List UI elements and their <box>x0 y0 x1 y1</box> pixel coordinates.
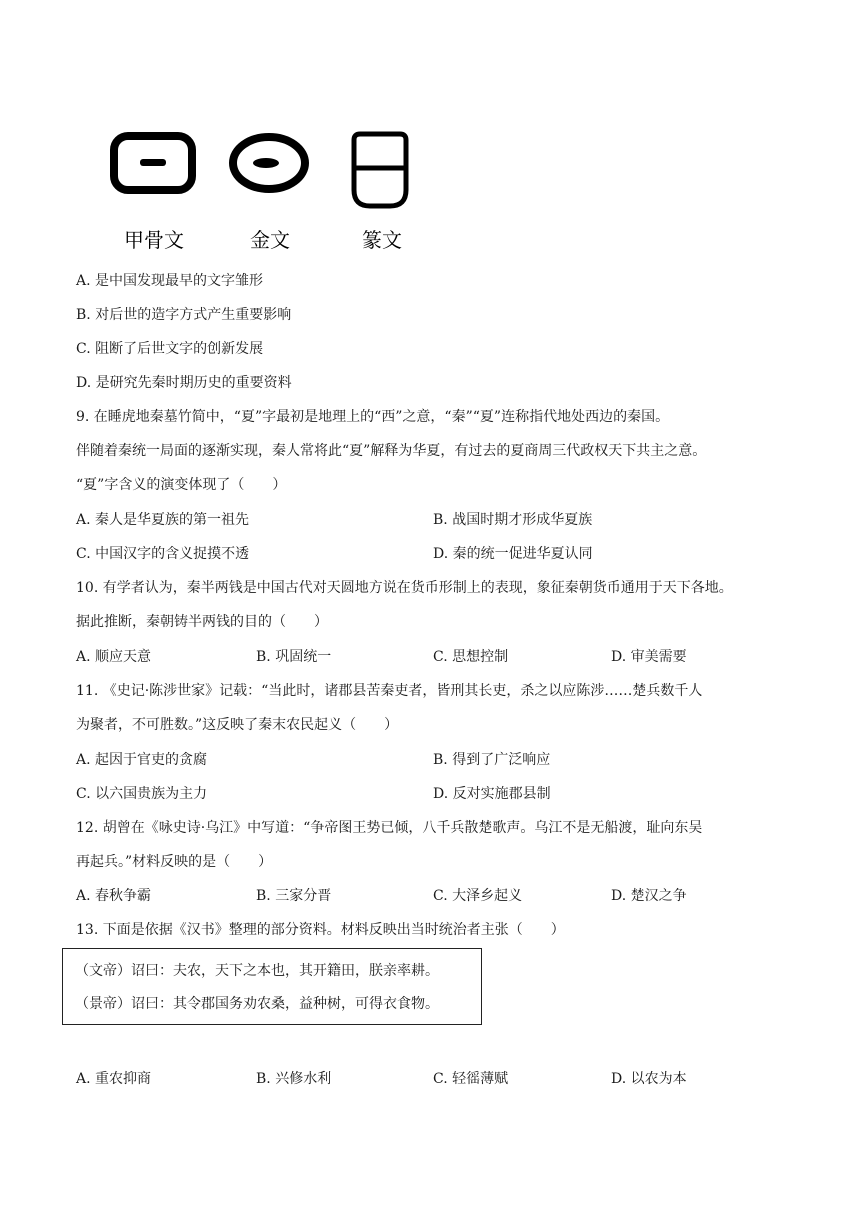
q9-stem-line-2: 伴随着秦统一局面的逐渐实现，秦人常将此“夏”解释为华夏，有过去的夏商周三代政权天下共主之意。 <box>76 443 707 459</box>
q12-option-b: B. 三家分晋 <box>256 888 332 904</box>
q12-option-c: C. 大泽乡起义 <box>433 888 523 904</box>
q13-option-c: C. 轻徭薄赋 <box>433 1071 509 1087</box>
bronze-ri-glyph-icon <box>226 128 312 198</box>
q13-option-b: B. 兴修水利 <box>256 1071 332 1087</box>
q9-stem-line-3: “夏”字含义的演变体现了（ ） <box>76 477 287 493</box>
glyph-label-oracle: 甲骨文 <box>124 228 184 252</box>
glyph-label-seal: 篆文 <box>362 228 402 252</box>
q10-option-b: B. 巩固统一 <box>256 649 332 665</box>
q12-stem-line-1: 12. 胡曾在《咏史诗·乌江》中写道：“争帝图王势已倾，八千兵散楚歌声。乌江不是无船渡，耻向东吴 <box>76 820 703 836</box>
q10-option-d: D. 审美需要 <box>611 649 687 665</box>
q13-option-a: A. 重农抑商 <box>76 1071 152 1087</box>
q9-stem-line-1: 9. 在睡虎地秦墓竹简中，“夏”字最初是地理上的“西”之意，“秦”“夏”连称指代地处西边的秦国。 <box>76 409 670 425</box>
glyph-label-bronze: 金文 <box>250 228 290 252</box>
q13-option-d: D. 以农为本 <box>611 1071 687 1087</box>
q11-option-d: D. 反对实施郡县制 <box>433 786 551 802</box>
q12-option-d: D. 楚汉之争 <box>611 888 687 904</box>
q13-material-box <box>62 948 482 1025</box>
q9-option-d: D. 秦的统一促进华夏认同 <box>433 546 593 562</box>
q11-option-b: B. 得到了广泛响应 <box>433 752 551 768</box>
q13-stem: 13. 下面是依据《汉书》整理的部分资料。材料反映出当时统治者主张（ ） <box>76 922 565 938</box>
seal-ri-glyph-icon <box>346 128 416 214</box>
q11-stem-line-1: 11. 《史记·陈涉世家》记载：“当此时，诸郡县苦秦吏者，皆刑其长吏，杀之以应陈涉……楚兵数千人 <box>76 683 703 699</box>
oracle-bone-ri-glyph-icon <box>108 128 198 198</box>
q10-option-c: C. 思想控制 <box>433 649 509 665</box>
q8-option-d: D. 是研究先秦时期历史的重要资料 <box>76 375 292 391</box>
q9-option-c: C. 中国汉字的含义捉摸不透 <box>76 546 250 562</box>
q13-material-line-1: （文帝）诏曰：夫农，天下之本也，其开籍田，朕亲率耕。 <box>75 963 439 979</box>
q13-material-line-2: （景帝）诏曰：其令郡国务劝农桑，益种树，可得衣食物。 <box>75 996 439 1012</box>
q11-option-c: C. 以六国贵族为主力 <box>76 786 208 802</box>
q12-option-a: A. 春秋争霸 <box>76 888 152 904</box>
q11-stem-line-2: 为聚者，不可胜数。”这反映了秦末农民起义（ ） <box>76 717 399 733</box>
glyph-figure <box>100 128 430 258</box>
q9-option-a: A. 秦人是华夏族的第一祖先 <box>76 512 250 528</box>
q12-stem-line-2: 再起兵。”材料反映的是（ ） <box>76 854 273 870</box>
q8-option-a: A. 是中国发现最早的文字雏形 <box>76 273 264 289</box>
q10-stem-line-1: 10. 有学者认为，秦半两钱是中国古代对天圆地方说在货币形制上的表现，象征秦朝货币通用于天下各地。 <box>76 580 733 596</box>
q11-option-a: A. 起因于官吏的贪腐 <box>76 752 208 768</box>
q8-option-c: C. 阻断了后世文字的创新发展 <box>76 341 264 357</box>
q9-option-b: B. 战国时期才形成华夏族 <box>433 512 593 528</box>
q10-option-a: A. 顺应天意 <box>76 649 152 665</box>
q10-stem-line-2: 据此推断，秦朝铸半两钱的目的（ ） <box>76 614 328 630</box>
q8-option-b: B. 对后世的造字方式产生重要影响 <box>76 307 292 323</box>
